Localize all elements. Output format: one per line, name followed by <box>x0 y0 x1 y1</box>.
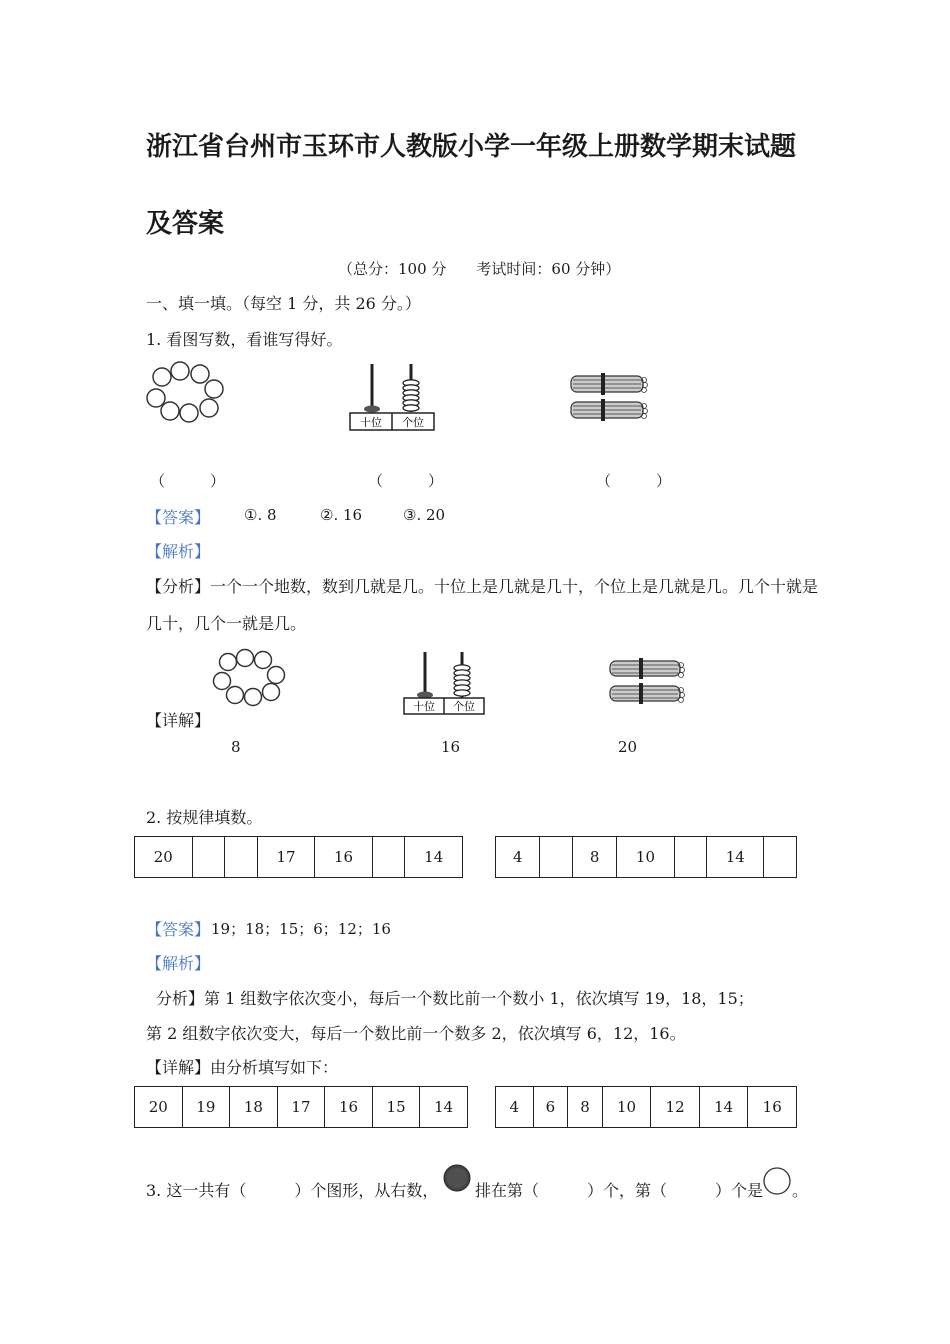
seq-b-cell-blank[interactable] <box>674 837 706 878</box>
detail-sticks-image <box>606 656 691 712</box>
abacus-ones-label: 个位 <box>402 416 424 429</box>
q3-empty-circle-icon <box>761 1165 793 1197</box>
q2-prompt: 2. 按规律填数。 <box>146 808 263 827</box>
seq-a-cell: 17 <box>257 837 315 878</box>
seq-a-cell-blank[interactable] <box>192 837 225 878</box>
seq-a-cell-blank[interactable] <box>372 837 405 878</box>
full-a-cell: 17 <box>277 1087 325 1128</box>
full-b-cell: 12 <box>651 1087 700 1128</box>
q2-sequence-table-b <box>495 836 797 878</box>
q1-detail-value-3: 20 <box>618 738 638 756</box>
q1-analysis-line2: 几十，几个一就是几。 <box>146 614 307 633</box>
q3-text-part1: 3. 这一共有（ ）个图形，从右数， <box>146 1181 439 1200</box>
full-a-cell: 15 <box>372 1087 420 1128</box>
detail-abacus-tens-label: 十位 <box>413 700 435 713</box>
q1-answer-tag: 【答案】 <box>146 508 211 527</box>
doc-meta: （总分：100 分 考试时间：60 分钟） <box>338 260 621 278</box>
q3-text-part2: 排在第（ ）个，第（ ）个是 <box>475 1181 764 1200</box>
q1-answer-1: ①. 8 <box>244 506 277 524</box>
q1-blank-3[interactable]: （ ） <box>596 472 672 490</box>
detail-circles-image <box>208 648 293 710</box>
seq-b-cell: 10 <box>617 837 674 878</box>
doc-title-line2: 及答案 <box>146 209 225 239</box>
q1-detail-tag: 【详解】 <box>146 711 211 730</box>
full-b-cell: 14 <box>699 1087 748 1128</box>
abacus-tens-label: 十位 <box>360 416 382 429</box>
q2-analysis-line2: 第 2 组数字依次变大，每后一个数比前一个数多 2，依次填写 6，12，16。 <box>146 1024 686 1043</box>
q3-filled-circle-icon <box>441 1162 473 1194</box>
detail-abacus-image <box>402 650 487 716</box>
full-b-cell: 8 <box>568 1087 603 1128</box>
full-a-cell: 18 <box>230 1087 278 1128</box>
q1-detail-value-2: 16 <box>441 738 461 756</box>
seq-a-cell: 20 <box>135 837 193 878</box>
seq-a-cell: 14 <box>405 837 463 878</box>
q2-full-table-b <box>495 1086 797 1128</box>
q1-blank-1[interactable]: （ ） <box>150 472 226 490</box>
q2-analysis-line1: 分析】第 1 组数字依次变小，每后一个数比前一个数小 1，依次填写 19，18，15； <box>156 989 754 1008</box>
full-a-cell: 14 <box>420 1087 468 1128</box>
seq-a-cell-blank[interactable] <box>225 837 258 878</box>
doc-title-line1: 浙江省台州市玉环市人教版小学一年级上册数学期末试题 <box>146 132 797 162</box>
q2-detail-text: 【详解】由分析填写如下： <box>146 1058 339 1077</box>
seq-b-cell-blank[interactable] <box>540 837 572 878</box>
seq-b-cell: 4 <box>496 837 540 878</box>
q1-abacus-image <box>348 362 438 432</box>
full-b-cell: 4 <box>496 1087 534 1128</box>
full-b-cell: 16 <box>748 1087 797 1128</box>
q2-answer-text: 19；18；15；6；12；16 <box>211 920 391 938</box>
q1-answer-2: ②. 16 <box>320 506 363 524</box>
seq-b-cell: 8 <box>572 837 616 878</box>
section-heading: 一、填一填。（每空 1 分，共 26 分。） <box>146 294 421 313</box>
full-a-cell: 19 <box>182 1087 230 1128</box>
q1-blank-2[interactable]: （ ） <box>368 472 444 490</box>
full-a-cell: 20 <box>135 1087 183 1128</box>
q1-answer-3: ③. 20 <box>403 506 446 524</box>
full-a-cell: 16 <box>325 1087 373 1128</box>
seq-b-cell: 14 <box>707 837 764 878</box>
q1-jiexi-tag: 【解析】 <box>146 542 211 561</box>
q1-sticks-image <box>565 370 655 430</box>
q2-full-table-a <box>134 1086 468 1128</box>
q1-circles-image <box>140 360 235 430</box>
q1-analysis-line1: 【分析】一个一个地数，数到几就是几。十位上是几就是几十，个位上是几就是几。几个十就是 <box>146 577 819 596</box>
seq-b-cell-blank[interactable] <box>764 837 797 878</box>
q2-sequence-table-a <box>134 836 463 878</box>
full-b-cell: 10 <box>602 1087 651 1128</box>
q1-detail-value-1: 8 <box>231 738 241 756</box>
q1-prompt: 1. 看图写数，看谁写得好。 <box>146 330 343 349</box>
q2-jiexi-tag: 【解析】 <box>146 954 211 973</box>
q3-text-part3: 。 <box>792 1181 809 1200</box>
q2-answer-tag: 【答案】 <box>146 920 211 939</box>
seq-a-cell: 16 <box>315 837 373 878</box>
detail-abacus-ones-label: 个位 <box>453 700 475 713</box>
full-b-cell: 6 <box>533 1087 568 1128</box>
